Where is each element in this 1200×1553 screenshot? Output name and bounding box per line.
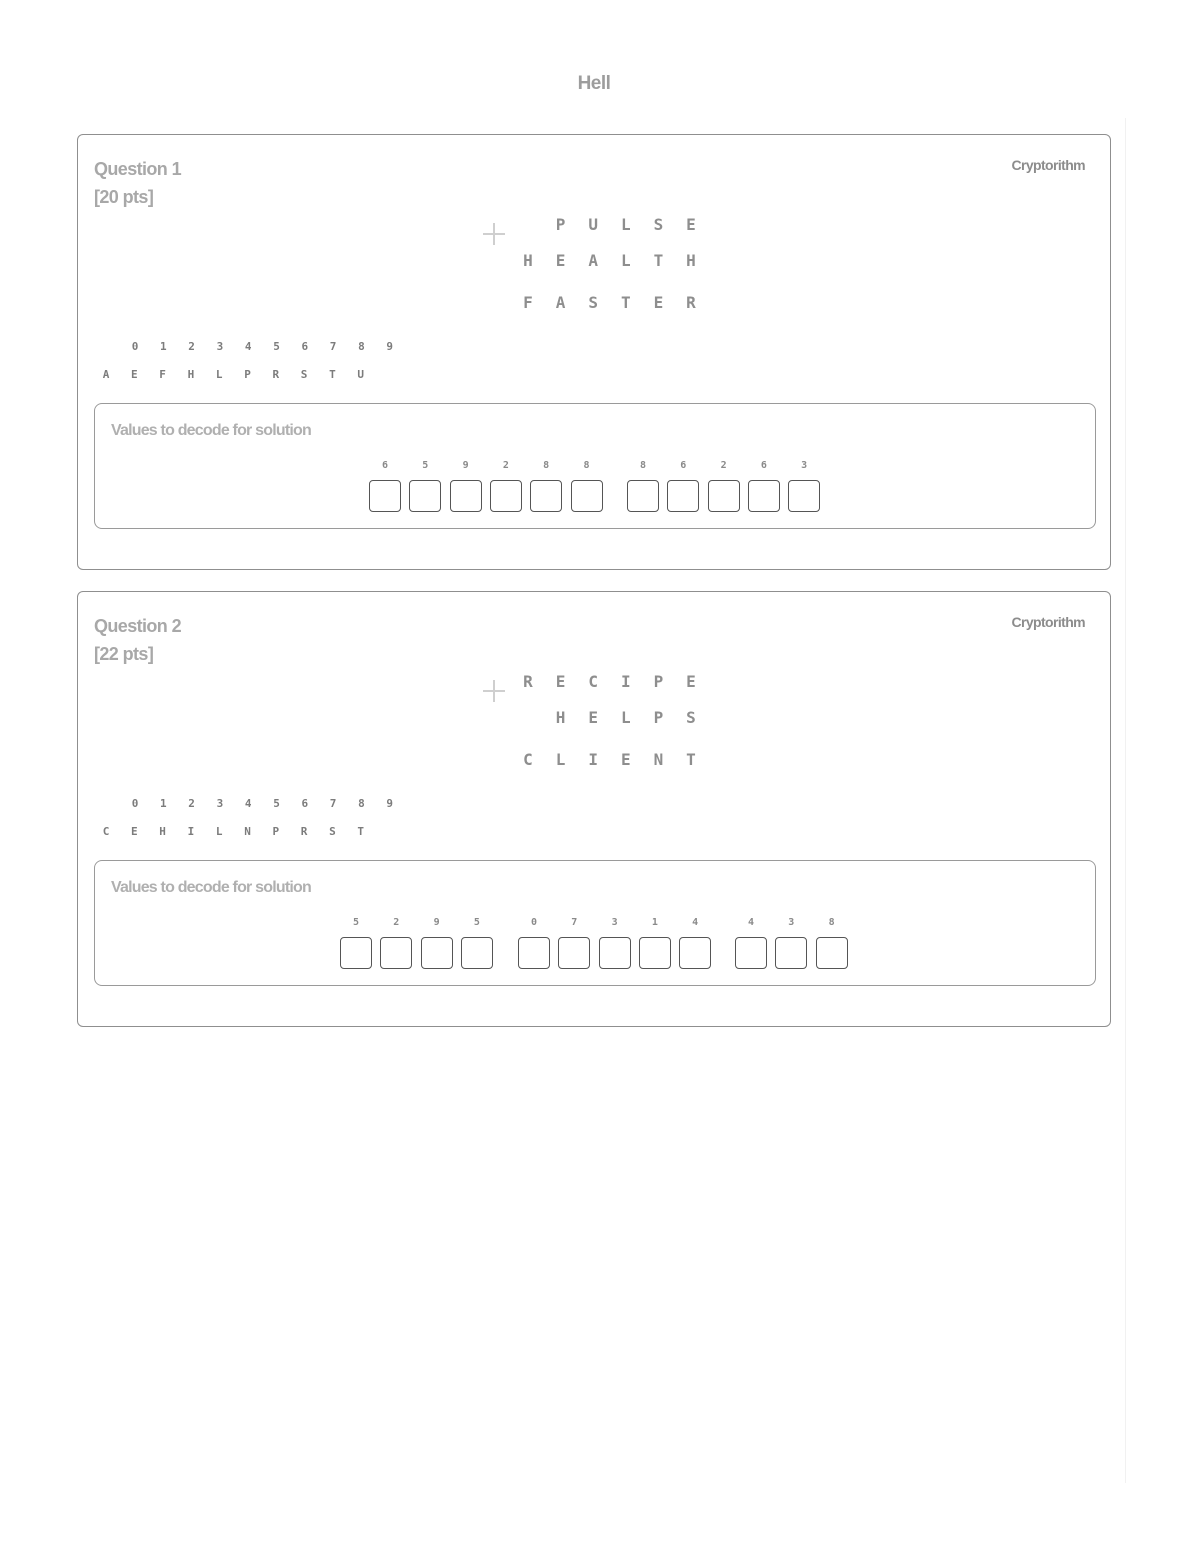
word-letter: C xyxy=(588,672,598,691)
key-cell: 6 xyxy=(301,340,309,353)
decode-label: Values to decode for solution xyxy=(111,422,311,439)
key-cell: T xyxy=(357,825,364,838)
sum-word xyxy=(518,750,718,774)
word-letter: T xyxy=(653,251,664,270)
page-edge-rule xyxy=(1125,118,1126,1483)
key-cell: 3 xyxy=(216,797,224,810)
key-cell: S xyxy=(300,368,308,381)
word-letter: E xyxy=(686,672,696,691)
key-cell: 2 xyxy=(188,797,195,810)
answer-letter-box[interactable] xyxy=(340,937,372,969)
word-letter: E xyxy=(555,251,566,270)
answer-letter-box[interactable] xyxy=(627,480,659,512)
word-letter: H xyxy=(555,708,566,727)
code-digit: 1 xyxy=(651,917,658,928)
question-points: [20 pts] xyxy=(94,187,154,207)
addend-word-2 xyxy=(518,251,718,275)
key-digit-row xyxy=(78,797,398,813)
key-cell: N xyxy=(244,825,251,838)
answer-letter-box[interactable] xyxy=(639,937,671,969)
addend-word-1 xyxy=(518,672,718,696)
word-letter: L xyxy=(555,750,566,769)
word-letter: P xyxy=(555,215,566,234)
question-type-label: Cryptorithm xyxy=(1011,157,1085,173)
word-letter: P xyxy=(653,708,664,727)
code-digit: 8 xyxy=(583,460,590,471)
key-cell: E xyxy=(130,368,138,381)
word-letter: H xyxy=(523,251,533,270)
code-digit: 5 xyxy=(422,460,429,471)
answer-letter-box[interactable] xyxy=(679,937,711,969)
question-heading xyxy=(94,155,181,211)
key-cell: H xyxy=(187,368,195,381)
key-cell: I xyxy=(187,825,195,838)
code-digit: 0 xyxy=(530,917,538,928)
key-cell: 1 xyxy=(159,340,167,353)
code-digit: 5 xyxy=(473,917,480,928)
question-card-2 xyxy=(77,591,1111,1027)
key-cell: 9 xyxy=(386,340,393,353)
question-type-label: Cryptorithm xyxy=(1011,614,1085,630)
code-digit: 8 xyxy=(543,460,550,471)
word-letter: R xyxy=(523,672,533,691)
code-digit: 4 xyxy=(692,917,699,928)
key-cell: L xyxy=(215,368,223,381)
code-digit: 9 xyxy=(433,917,440,928)
question-title: Question 1 xyxy=(94,159,182,179)
key-cell: R xyxy=(300,825,308,838)
answer-letter-box[interactable] xyxy=(558,937,590,969)
word-letter: S xyxy=(653,215,664,234)
word-letter: A xyxy=(588,251,598,270)
key-cell: P xyxy=(272,825,280,838)
code-digit: 6 xyxy=(680,460,687,471)
addend-word-1 xyxy=(518,215,718,239)
answer-letter-box[interactable] xyxy=(409,480,441,512)
word-letter: E xyxy=(588,708,598,727)
word-letter: L xyxy=(620,708,631,727)
code-digit: 5 xyxy=(352,917,360,928)
word-letter: R xyxy=(686,293,696,312)
answer-letter-box[interactable] xyxy=(667,480,699,512)
key-cell: H xyxy=(159,825,166,838)
answer-letter-box[interactable] xyxy=(816,937,848,969)
word-letter: L xyxy=(620,251,631,270)
code-digit: 6 xyxy=(760,460,767,471)
code-digit: 8 xyxy=(639,460,647,471)
question-heading xyxy=(94,612,181,668)
key-cell: R xyxy=(272,368,280,381)
key-letter-row xyxy=(78,825,398,841)
answer-letter-box[interactable] xyxy=(775,937,807,969)
key-cell: 2 xyxy=(188,340,195,353)
answer-letter-box[interactable] xyxy=(708,480,740,512)
code-digit: 8 xyxy=(828,917,835,928)
answer-letter-box[interactable] xyxy=(530,480,562,512)
word-letter: P xyxy=(653,672,664,691)
key-cell: 8 xyxy=(358,340,365,353)
code-digit: 2 xyxy=(720,460,727,471)
question-points: [22 pts] xyxy=(94,644,154,664)
word-letter: F xyxy=(523,293,533,312)
key-cell: 7 xyxy=(329,340,337,353)
word-letter: T xyxy=(686,750,696,769)
key-cell: F xyxy=(159,368,166,381)
key-cell: 7 xyxy=(329,797,337,810)
answer-letter-box[interactable] xyxy=(380,937,412,969)
code-digit: 4 xyxy=(747,917,755,928)
key-cell: E xyxy=(130,825,138,838)
code-digit: 7 xyxy=(571,917,578,928)
key-cell: 3 xyxy=(216,340,224,353)
key-cell: P xyxy=(244,368,251,381)
answer-letter-box[interactable] xyxy=(369,480,401,512)
word-letter: N xyxy=(653,750,664,769)
key-cell: 1 xyxy=(159,797,167,810)
answer-letter-box[interactable] xyxy=(599,937,631,969)
word-letter: A xyxy=(555,293,566,312)
decode-label: Values to decode for solution xyxy=(111,879,311,896)
sum-word xyxy=(518,293,718,317)
code-digit: 6 xyxy=(381,460,389,471)
word-letter: L xyxy=(620,215,631,234)
key-cell: 9 xyxy=(386,797,393,810)
answer-letter-box[interactable] xyxy=(450,480,482,512)
key-cell: 4 xyxy=(244,797,252,810)
word-letter: S xyxy=(686,708,696,727)
key-cell: T xyxy=(329,368,336,381)
word-letter: I xyxy=(588,750,598,769)
word-letter: E xyxy=(686,215,696,234)
key-cell: 6 xyxy=(301,797,309,810)
key-cell: 0 xyxy=(131,340,139,353)
plus-operator-icon xyxy=(483,223,505,245)
key-cell: 8 xyxy=(358,797,365,810)
key-cell: U xyxy=(357,368,364,381)
word-letter: I xyxy=(620,672,631,691)
question-title: Question 2 xyxy=(94,616,182,636)
word-letter: T xyxy=(620,293,631,312)
addend-word-2 xyxy=(518,708,718,732)
key-cell: L xyxy=(215,825,223,838)
key-cell: 5 xyxy=(273,340,280,353)
answer-letter-box[interactable] xyxy=(788,480,820,512)
key-letter-row xyxy=(78,368,398,384)
plus-operator-icon xyxy=(483,680,505,702)
word-letter: C xyxy=(523,750,533,769)
key-cell: C xyxy=(102,825,110,838)
key-digit-row xyxy=(78,340,398,356)
answer-letter-box[interactable] xyxy=(748,480,780,512)
decode-panel xyxy=(94,860,1096,986)
code-digit: 2 xyxy=(502,460,509,471)
answer-letter-box[interactable] xyxy=(421,937,453,969)
word-letter: H xyxy=(686,251,696,270)
word-letter: E xyxy=(555,672,566,691)
key-cell: A xyxy=(102,368,110,381)
code-digit: 2 xyxy=(393,917,400,928)
question-card-1 xyxy=(77,134,1111,570)
key-cell: 4 xyxy=(244,340,252,353)
answer-letter-box[interactable] xyxy=(571,480,603,512)
code-digit: 3 xyxy=(611,917,618,928)
answer-letter-box[interactable] xyxy=(518,937,550,969)
page-title: Hell xyxy=(577,73,611,94)
key-cell: 0 xyxy=(131,797,139,810)
code-digit: 3 xyxy=(788,917,795,928)
answer-letter-box[interactable] xyxy=(490,480,522,512)
word-letter: S xyxy=(588,293,598,312)
key-cell: S xyxy=(329,825,336,838)
answer-letter-box[interactable] xyxy=(461,937,493,969)
key-cell: 5 xyxy=(273,797,280,810)
word-letter: E xyxy=(653,293,664,312)
code-digit: 3 xyxy=(801,460,808,471)
word-letter: U xyxy=(588,215,598,234)
decode-panel xyxy=(94,403,1096,529)
word-letter: E xyxy=(620,750,631,769)
answer-letter-box[interactable] xyxy=(735,937,767,969)
code-digit: 9 xyxy=(462,460,469,471)
